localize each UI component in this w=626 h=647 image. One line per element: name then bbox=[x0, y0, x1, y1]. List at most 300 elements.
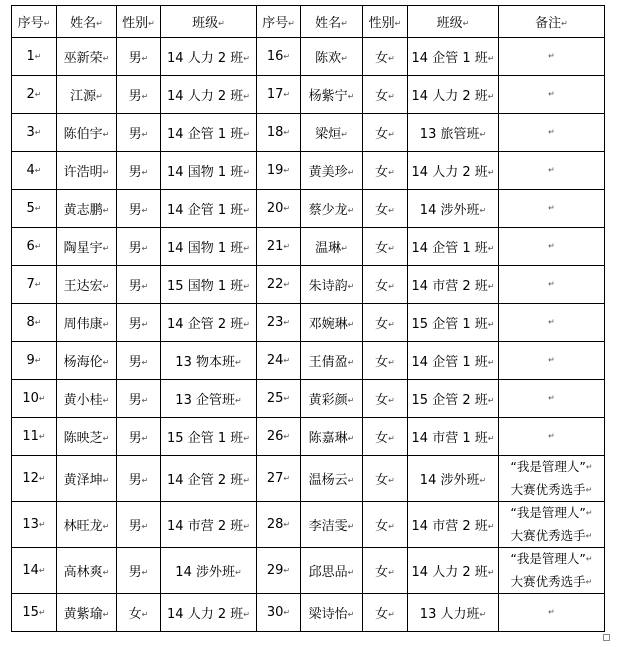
note-cell bbox=[499, 548, 605, 594]
name-cell-text: 陶星宇 bbox=[63, 241, 103, 256]
paragraph-mark-icon: ↵ bbox=[462, 19, 470, 28]
table-end-marker bbox=[603, 634, 610, 641]
seq-cell-text: 29 bbox=[266, 563, 284, 578]
paragraph-mark-icon: ↵ bbox=[487, 92, 495, 101]
name-cell-text: 江源 bbox=[70, 89, 97, 104]
paragraph-mark-icon: ↵ bbox=[388, 522, 395, 531]
paragraph-mark-icon: ↵ bbox=[38, 394, 46, 403]
note-cell bbox=[499, 418, 605, 456]
gender-cell-text: 女 bbox=[375, 317, 389, 332]
note-cell bbox=[499, 266, 605, 304]
seq-cell-text: 1 bbox=[26, 49, 35, 64]
paragraph-mark-icon: ↵ bbox=[585, 531, 593, 540]
gender-cell bbox=[117, 76, 161, 114]
name-cell bbox=[301, 502, 363, 548]
paragraph-mark-icon: ↵ bbox=[243, 476, 250, 485]
paragraph-mark-icon: ↵ bbox=[218, 19, 225, 28]
class-cell bbox=[408, 114, 499, 152]
paragraph-mark-icon: ↵ bbox=[243, 320, 250, 329]
name-cell bbox=[57, 548, 117, 594]
name-cell-text: 陈映芝 bbox=[63, 431, 103, 446]
seq-cell bbox=[257, 76, 301, 114]
paragraph-mark-icon: ↵ bbox=[479, 206, 487, 215]
paragraph-mark-icon: ↵ bbox=[585, 485, 593, 494]
name-cell-text: 陈嘉琳 bbox=[308, 431, 348, 446]
paragraph-mark-icon: ↵ bbox=[487, 282, 495, 291]
class-cell-text: 14 企管 1 班 bbox=[167, 127, 244, 142]
paragraph-mark-icon: ↵ bbox=[548, 355, 555, 365]
paragraph-mark-icon: ↵ bbox=[548, 317, 555, 327]
seq-cell bbox=[257, 548, 301, 594]
name-cell-text: 林旺龙 bbox=[63, 519, 103, 534]
gender-cell bbox=[363, 380, 408, 418]
class-cell-text: 15 企管 1 班 bbox=[411, 317, 488, 332]
seq-cell bbox=[12, 456, 57, 502]
seq-cell-text: 2 bbox=[26, 87, 35, 102]
paragraph-mark-icon: ↵ bbox=[585, 462, 593, 472]
name-cell-text: 李洁雯 bbox=[308, 519, 348, 534]
gender-cell bbox=[117, 380, 161, 418]
paragraph-mark-icon: ↵ bbox=[141, 320, 149, 329]
paragraph-mark-icon: ↵ bbox=[283, 432, 291, 441]
class-cell-text: 13 旅管班 bbox=[419, 127, 480, 142]
gender-cell bbox=[117, 342, 161, 380]
seq-cell bbox=[12, 114, 57, 152]
name-cell bbox=[57, 76, 117, 114]
note-line-text: “我是管理人” bbox=[510, 551, 586, 566]
class-cell bbox=[161, 152, 257, 190]
class-cell-text: 14 企管 1 班 bbox=[411, 241, 488, 256]
seq-cell-text: 30 bbox=[266, 605, 284, 620]
gender-cell-text: 男 bbox=[128, 565, 142, 580]
gender-cell bbox=[363, 190, 408, 228]
paragraph-mark-icon: ↵ bbox=[34, 242, 42, 251]
paragraph-mark-icon: ↵ bbox=[347, 168, 355, 177]
name-cell-text: 巫新荣 bbox=[63, 51, 103, 66]
class-cell-text: 13 人力班 bbox=[419, 607, 480, 622]
name-cell-text: 温琳 bbox=[315, 241, 342, 256]
paragraph-mark-icon: ↵ bbox=[347, 358, 355, 367]
seq-cell-text: 25 bbox=[266, 391, 284, 406]
paragraph-mark-icon: ↵ bbox=[141, 568, 149, 577]
note-cell bbox=[499, 228, 605, 266]
gender-cell bbox=[117, 228, 161, 266]
gender-cell-text: 男 bbox=[128, 203, 142, 218]
gender-cell bbox=[117, 114, 161, 152]
table-row bbox=[12, 594, 605, 632]
class-cell-text: 14 人力 2 班 bbox=[411, 89, 488, 104]
gender-cell bbox=[117, 266, 161, 304]
gender-cell-text: 女 bbox=[375, 519, 389, 534]
table-row bbox=[12, 418, 605, 456]
seq-cell bbox=[257, 266, 301, 304]
paragraph-mark-icon: ↵ bbox=[243, 610, 250, 619]
note-line bbox=[499, 502, 604, 525]
class-cell-text: 15 企管 2 班 bbox=[411, 393, 488, 408]
gender-cell bbox=[363, 456, 408, 502]
header-cell-text: 备注 bbox=[535, 16, 562, 31]
class-cell-text: 14 企管 1 班 bbox=[411, 51, 488, 66]
gender-cell bbox=[363, 266, 408, 304]
seq-cell-text: 11 bbox=[22, 429, 39, 444]
paragraph-mark-icon: ↵ bbox=[243, 130, 250, 139]
gender-cell-text: 女 bbox=[375, 607, 389, 622]
paragraph-mark-icon: ↵ bbox=[283, 356, 291, 365]
paragraph-mark-icon: ↵ bbox=[548, 241, 555, 251]
class-cell bbox=[161, 548, 257, 594]
paragraph-mark-icon: ↵ bbox=[347, 522, 355, 531]
paragraph-mark-icon: ↵ bbox=[548, 393, 555, 403]
paragraph-mark-icon: ↵ bbox=[548, 607, 555, 617]
name-cell-text: 高林爽 bbox=[63, 565, 103, 580]
paragraph-mark-icon: ↵ bbox=[283, 566, 291, 575]
gender-cell-text: 男 bbox=[128, 519, 142, 534]
gender-cell-text: 女 bbox=[375, 165, 389, 180]
paragraph-mark-icon: ↵ bbox=[34, 280, 42, 289]
seq-cell bbox=[257, 228, 301, 266]
note-line-text: 大赛优秀选手 bbox=[510, 481, 586, 497]
paragraph-mark-icon: ↵ bbox=[38, 474, 46, 483]
paragraph-mark-icon: ↵ bbox=[283, 520, 291, 529]
seq-cell-text: 12 bbox=[22, 471, 39, 486]
paragraph-mark-icon: ↵ bbox=[283, 204, 291, 213]
paragraph-mark-icon: ↵ bbox=[347, 476, 355, 485]
paragraph-mark-icon: ↵ bbox=[141, 522, 149, 531]
paragraph-mark-icon: ↵ bbox=[347, 396, 355, 405]
table-row bbox=[12, 76, 605, 114]
seq-cell bbox=[12, 152, 57, 190]
class-cell bbox=[161, 190, 257, 228]
paragraph-mark-icon: ↵ bbox=[394, 19, 402, 28]
seq-cell bbox=[257, 114, 301, 152]
class-cell-text: 14 市营 2 班 bbox=[411, 519, 488, 534]
class-cell bbox=[408, 342, 499, 380]
class-cell bbox=[161, 342, 257, 380]
gender-cell bbox=[117, 456, 161, 502]
name-cell-text: 温杨云 bbox=[308, 473, 348, 488]
seq-cell bbox=[12, 266, 57, 304]
name-cell bbox=[301, 342, 363, 380]
seq-cell bbox=[12, 76, 57, 114]
name-cell-text: 梁烜 bbox=[315, 127, 342, 142]
paragraph-mark-icon: ↵ bbox=[141, 396, 149, 405]
gender-cell-text: 女 bbox=[375, 203, 389, 218]
paragraph-mark-icon: ↵ bbox=[38, 566, 46, 575]
note-line-text: “我是管理人” bbox=[510, 505, 586, 520]
class-cell-text: 14 涉外班 bbox=[419, 473, 480, 488]
class-cell bbox=[408, 76, 499, 114]
paragraph-mark-icon: ↵ bbox=[102, 476, 110, 485]
seq-cell-text: 17 bbox=[266, 87, 284, 102]
paragraph-mark-icon: ↵ bbox=[548, 279, 555, 289]
name-cell bbox=[57, 304, 117, 342]
paragraph-mark-icon: ↵ bbox=[243, 282, 250, 291]
paragraph-mark-icon: ↵ bbox=[102, 522, 110, 531]
paragraph-mark-icon: ↵ bbox=[34, 318, 42, 327]
table-row bbox=[12, 502, 605, 548]
paragraph-mark-icon: ↵ bbox=[548, 51, 555, 61]
paragraph-mark-icon: ↵ bbox=[234, 358, 242, 367]
seq-cell bbox=[12, 304, 57, 342]
seq-cell bbox=[257, 380, 301, 418]
paragraph-mark-icon: ↵ bbox=[34, 166, 42, 175]
name-cell-text: 杨海伦 bbox=[63, 355, 103, 370]
paragraph-mark-icon: ↵ bbox=[283, 90, 291, 99]
class-cell-text: 15 企管 1 班 bbox=[167, 431, 244, 446]
paragraph-mark-icon: ↵ bbox=[388, 168, 395, 177]
note-cell bbox=[499, 304, 605, 342]
seq-cell bbox=[12, 342, 57, 380]
class-cell-text: 14 人力 2 班 bbox=[411, 565, 488, 580]
paragraph-mark-icon: ↵ bbox=[141, 358, 149, 367]
name-cell bbox=[57, 38, 117, 76]
class-cell-text: 14 涉外班 bbox=[175, 565, 235, 580]
paragraph-mark-icon: ↵ bbox=[487, 320, 495, 329]
name-cell bbox=[301, 456, 363, 502]
seq-cell-text: 20 bbox=[266, 201, 284, 216]
paragraph-mark-icon: ↵ bbox=[283, 128, 291, 137]
note-line bbox=[499, 456, 604, 479]
seq-cell-text: 7 bbox=[26, 277, 35, 292]
gender-cell bbox=[363, 342, 408, 380]
class-cell bbox=[161, 114, 257, 152]
seq-cell-text: 15 bbox=[22, 605, 39, 620]
gender-cell-text: 男 bbox=[128, 165, 142, 180]
name-cell bbox=[57, 418, 117, 456]
paragraph-mark-icon: ↵ bbox=[487, 522, 495, 531]
paragraph-mark-icon: ↵ bbox=[288, 19, 295, 28]
name-cell bbox=[57, 266, 117, 304]
paragraph-mark-icon: ↵ bbox=[243, 522, 250, 531]
note-cell bbox=[499, 76, 605, 114]
paragraph-mark-icon: ↵ bbox=[141, 206, 149, 215]
class-cell-text: 14 企管 2 班 bbox=[167, 317, 244, 332]
paragraph-mark-icon: ↵ bbox=[243, 206, 250, 215]
seq-cell-text: 23 bbox=[266, 315, 284, 330]
class-cell bbox=[408, 548, 499, 594]
note-cell bbox=[499, 114, 605, 152]
paragraph-mark-icon: ↵ bbox=[388, 610, 395, 619]
paragraph-mark-icon: ↵ bbox=[347, 610, 355, 619]
note-cell bbox=[499, 152, 605, 190]
paragraph-mark-icon: ↵ bbox=[96, 92, 103, 101]
paragraph-mark-icon: ↵ bbox=[479, 610, 487, 619]
paragraph-mark-icon: ↵ bbox=[548, 165, 555, 175]
gender-cell-text: 女 bbox=[375, 393, 389, 408]
class-cell bbox=[408, 38, 499, 76]
seq-cell-text: 18 bbox=[266, 125, 284, 140]
paragraph-mark-icon: ↵ bbox=[487, 396, 495, 405]
gender-cell-text: 男 bbox=[128, 317, 142, 332]
header-cell bbox=[257, 6, 301, 38]
note-line bbox=[499, 548, 604, 571]
header-cell-text: 性别 bbox=[368, 16, 395, 31]
name-cell-text: 杨紫宁 bbox=[308, 89, 348, 104]
class-cell bbox=[408, 152, 499, 190]
seq-cell bbox=[12, 228, 57, 266]
paragraph-mark-icon: ↵ bbox=[141, 168, 149, 177]
note-cell bbox=[499, 594, 605, 632]
note-cell bbox=[499, 456, 605, 502]
seq-cell-text: 5 bbox=[26, 201, 35, 216]
class-cell-text: 14 人力 2 班 bbox=[167, 89, 244, 104]
paragraph-mark-icon: ↵ bbox=[102, 358, 110, 367]
paragraph-mark-icon: ↵ bbox=[141, 244, 149, 253]
paragraph-mark-icon: ↵ bbox=[347, 568, 355, 577]
gender-cell bbox=[363, 304, 408, 342]
paragraph-mark-icon: ↵ bbox=[388, 282, 395, 291]
paragraph-mark-icon: ↵ bbox=[487, 434, 495, 443]
header-cell bbox=[12, 6, 57, 38]
paragraph-mark-icon: ↵ bbox=[487, 568, 495, 577]
class-cell-text: 14 人力 2 班 bbox=[411, 165, 488, 180]
paragraph-mark-icon: ↵ bbox=[102, 168, 110, 177]
seq-cell-text: 10 bbox=[22, 391, 39, 406]
paragraph-mark-icon: ↵ bbox=[347, 320, 355, 329]
paragraph-mark-icon: ↵ bbox=[141, 92, 149, 101]
gender-cell-text: 男 bbox=[128, 473, 142, 488]
gender-cell bbox=[363, 152, 408, 190]
seq-cell-text: 19 bbox=[266, 163, 284, 178]
seq-cell bbox=[257, 38, 301, 76]
class-cell bbox=[408, 418, 499, 456]
paragraph-mark-icon: ↵ bbox=[479, 130, 487, 139]
gender-cell-text: 女 bbox=[375, 89, 389, 104]
gender-cell-text: 男 bbox=[128, 431, 142, 446]
class-cell-text: 13 物本班 bbox=[175, 355, 235, 370]
paragraph-mark-icon: ↵ bbox=[38, 432, 46, 441]
seq-cell-text: 4 bbox=[26, 163, 35, 178]
table-row bbox=[12, 456, 605, 502]
paragraph-mark-icon: ↵ bbox=[243, 92, 250, 101]
seq-cell-text: 16 bbox=[266, 49, 284, 64]
class-cell bbox=[161, 380, 257, 418]
paragraph-mark-icon: ↵ bbox=[388, 320, 395, 329]
paragraph-mark-icon: ↵ bbox=[102, 282, 110, 291]
name-cell-text: 朱诗韵 bbox=[308, 279, 348, 294]
paragraph-mark-icon: ↵ bbox=[34, 204, 42, 213]
header-cell bbox=[57, 6, 117, 38]
name-cell-text: 王倩盈 bbox=[308, 355, 348, 370]
paragraph-mark-icon: ↵ bbox=[102, 396, 110, 405]
gender-cell-text: 女 bbox=[375, 473, 389, 488]
table-header-row bbox=[12, 6, 605, 38]
paragraph-mark-icon: ↵ bbox=[487, 54, 495, 63]
class-cell-text: 14 国物 1 班 bbox=[167, 241, 244, 256]
note-line-text: 大赛优秀选手 bbox=[510, 527, 586, 543]
name-cell-text: 许浩明 bbox=[63, 165, 103, 180]
paragraph-mark-icon: ↵ bbox=[43, 19, 51, 28]
gender-cell-text: 女 bbox=[375, 51, 389, 66]
seq-cell bbox=[257, 190, 301, 228]
gender-cell bbox=[363, 114, 408, 152]
paragraph-mark-icon: ↵ bbox=[388, 396, 395, 405]
header-cell bbox=[363, 6, 408, 38]
note-cell bbox=[499, 502, 605, 548]
seq-cell-text: 3 bbox=[26, 125, 35, 140]
name-cell-text: 黄志鹏 bbox=[63, 203, 103, 218]
paragraph-mark-icon: ↵ bbox=[283, 474, 291, 483]
paragraph-mark-icon: ↵ bbox=[585, 554, 593, 564]
gender-cell bbox=[117, 594, 161, 632]
seq-cell-text: 8 bbox=[26, 315, 35, 330]
seq-cell bbox=[257, 456, 301, 502]
name-cell-text: 黄彩颜 bbox=[308, 393, 348, 408]
seq-cell-text: 9 bbox=[26, 353, 35, 368]
paragraph-mark-icon: ↵ bbox=[141, 130, 149, 139]
paragraph-mark-icon: ↵ bbox=[243, 54, 250, 63]
name-cell bbox=[301, 152, 363, 190]
seq-cell bbox=[257, 342, 301, 380]
name-cell bbox=[301, 380, 363, 418]
gender-cell bbox=[117, 548, 161, 594]
gender-cell-text: 女 bbox=[375, 565, 389, 580]
table-row bbox=[12, 304, 605, 342]
paragraph-mark-icon: ↵ bbox=[102, 568, 110, 577]
gender-cell-text: 女 bbox=[375, 279, 389, 294]
gender-cell bbox=[117, 304, 161, 342]
paragraph-mark-icon: ↵ bbox=[283, 280, 291, 289]
gender-cell bbox=[363, 76, 408, 114]
class-cell-text: 14 国物 1 班 bbox=[167, 165, 244, 180]
class-cell-text: 14 市营 2 班 bbox=[167, 519, 244, 534]
gender-cell-text: 女 bbox=[375, 355, 389, 370]
seq-cell-text: 24 bbox=[266, 353, 284, 368]
name-cell-text: 陈伯宇 bbox=[63, 127, 103, 142]
class-cell-text: 15 国物 1 班 bbox=[167, 279, 244, 294]
paragraph-mark-icon: ↵ bbox=[388, 568, 395, 577]
table-row bbox=[12, 266, 605, 304]
header-cell-text: 序号 bbox=[17, 16, 44, 31]
paragraph-mark-icon: ↵ bbox=[34, 128, 42, 137]
paragraph-mark-icon: ↵ bbox=[34, 90, 42, 99]
paragraph-mark-icon: ↵ bbox=[38, 608, 46, 617]
paragraph-mark-icon: ↵ bbox=[34, 52, 42, 61]
paragraph-mark-icon: ↵ bbox=[548, 431, 555, 441]
table-body bbox=[12, 38, 605, 632]
note-cell bbox=[499, 190, 605, 228]
seq-cell bbox=[257, 418, 301, 456]
paragraph-mark-icon: ↵ bbox=[234, 568, 242, 577]
class-cell bbox=[408, 594, 499, 632]
paragraph-mark-icon: ↵ bbox=[388, 244, 395, 253]
gender-cell bbox=[363, 418, 408, 456]
name-cell bbox=[57, 594, 117, 632]
class-cell bbox=[161, 502, 257, 548]
class-cell bbox=[161, 456, 257, 502]
paragraph-mark-icon: ↵ bbox=[148, 19, 155, 28]
paragraph-mark-icon: ↵ bbox=[283, 394, 291, 403]
paragraph-mark-icon: ↵ bbox=[487, 244, 495, 253]
name-cell bbox=[301, 76, 363, 114]
paragraph-mark-icon: ↵ bbox=[388, 434, 395, 443]
paragraph-mark-icon: ↵ bbox=[283, 608, 291, 617]
paragraph-mark-icon: ↵ bbox=[283, 318, 291, 327]
paragraph-mark-icon: ↵ bbox=[234, 396, 242, 405]
seq-cell-text: 28 bbox=[266, 517, 284, 532]
gender-cell-text: 女 bbox=[375, 241, 389, 256]
gender-cell bbox=[363, 594, 408, 632]
name-cell bbox=[57, 114, 117, 152]
gender-cell-text: 男 bbox=[128, 241, 142, 256]
paragraph-mark-icon: ↵ bbox=[102, 434, 110, 443]
name-cell bbox=[301, 190, 363, 228]
class-cell-text: 14 企管 1 班 bbox=[167, 203, 244, 218]
note-cell bbox=[499, 380, 605, 418]
paragraph-mark-icon: ↵ bbox=[141, 610, 149, 619]
seq-cell-text: 21 bbox=[266, 239, 284, 254]
gender-cell bbox=[117, 152, 161, 190]
